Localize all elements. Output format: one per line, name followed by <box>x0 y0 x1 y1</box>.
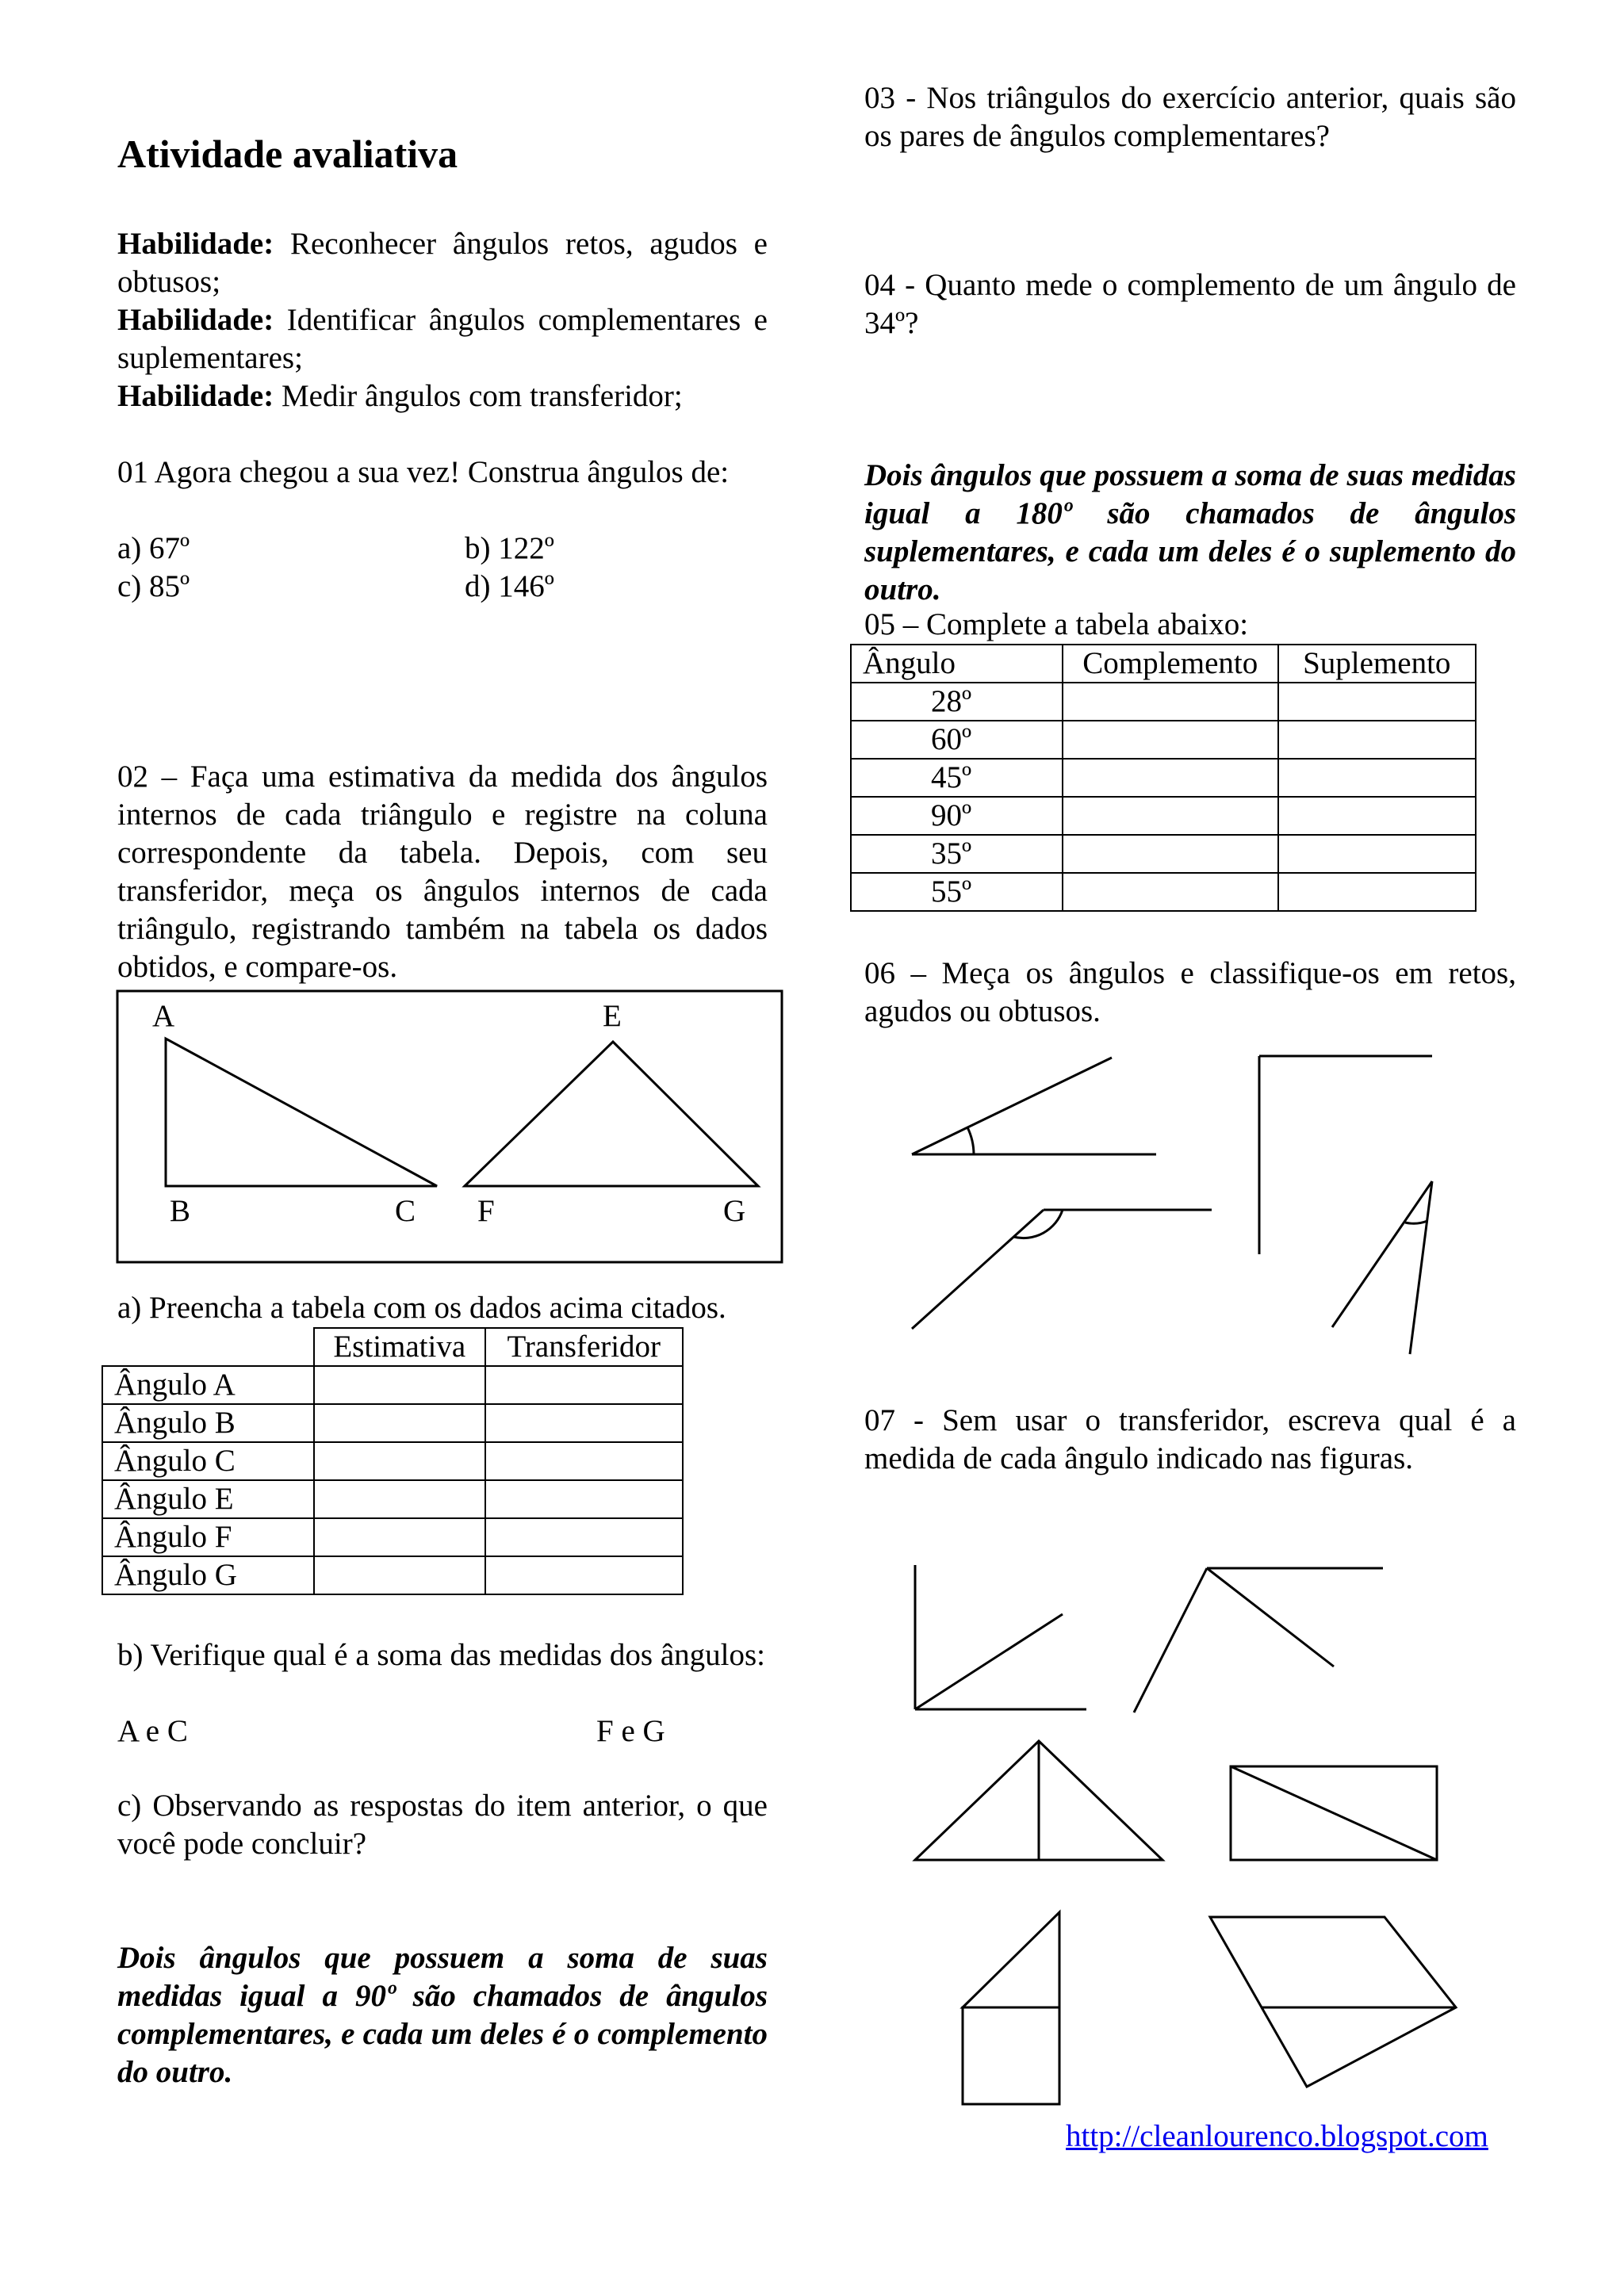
row-label: Ângulo C <box>102 1442 314 1480</box>
q04-prompt: 04 - Quanto mede o complemento de um ângulo de 34º? <box>864 268 1516 340</box>
supplement-cell[interactable] <box>1278 797 1476 835</box>
triangle-efg <box>465 1042 758 1186</box>
estimate-cell[interactable] <box>314 1404 485 1442</box>
angles-table-header <box>102 1328 683 1366</box>
row-label: Ângulo G <box>102 1556 314 1594</box>
q02-b-prompt: b) Verifique qual é a soma das medidas dos ângulos: <box>117 1638 766 1672</box>
skill-text-1: Reconhecer ângulos retos, agudos e obtusos; <box>117 227 768 299</box>
complement-cell[interactable] <box>1063 835 1278 873</box>
figure-triangle-with-altitude <box>915 1741 1162 1860</box>
triangles-figure <box>116 989 783 1264</box>
q01-item-b: b) 122º <box>465 531 554 565</box>
complement-table-header <box>851 645 1476 683</box>
table-row <box>102 1556 683 1594</box>
table-row <box>851 835 1476 873</box>
q01-item-a: a) 67º <box>117 531 190 565</box>
q02-c-prompt: c) Observando as respostas do item anterior, o que você pode concluir? <box>117 1789 768 1861</box>
skill-label-1: Habilidade: <box>117 227 274 261</box>
table-row <box>102 1480 683 1518</box>
header-cell-angulo: Ângulo <box>851 645 1063 683</box>
estimate-cell[interactable] <box>314 1366 485 1404</box>
estimate-cell[interactable] <box>314 1518 485 1556</box>
header-cell-estimativa: Estimativa <box>314 1328 485 1366</box>
supplement-cell[interactable] <box>1278 721 1476 759</box>
header-cell-transferidor: Transferidor <box>485 1328 683 1366</box>
estimate-cell[interactable] <box>314 1556 485 1594</box>
figure-parallelogram <box>1210 1917 1456 2087</box>
angle-value: 45º <box>851 759 1063 797</box>
label-g: G <box>723 1194 746 1228</box>
row-label: Ângulo B <box>102 1404 314 1442</box>
skill-text-2: Identificar ângulos complementares e suplementares; <box>117 303 768 375</box>
complement-table <box>850 644 1477 912</box>
measure-cell[interactable] <box>485 1556 683 1594</box>
q02-b-right: F e G <box>596 1714 665 1748</box>
measure-cell[interactable] <box>485 1480 683 1518</box>
q03-prompt: 03 - Nos triângulos do exercício anterior, quais são os pares de ângulos complementares? <box>864 81 1516 153</box>
figure-rectangle-with-diagonal <box>1231 1766 1437 1860</box>
table-row <box>102 1404 683 1442</box>
skill-label-3: Habilidade: <box>117 379 274 413</box>
q02-prompt: 02 – Faça uma estimativa da medida dos ângulos internos de cada triângulo e registre na coluna correspondente da tabela. Depois, com seu transferidor, meça os ângulos internos de cada triângulo, registrando também na tabela os dados obtidos, e compare-os. <box>117 760 768 984</box>
definition-supplementary: Dois ângulos que possuem a soma de suas medidas igual a 180º são chamados de ângulos suplementares, e cada um deles é o suplemento do outro. <box>864 458 1516 607</box>
skill-text-3: Medir ângulos com transferidor; <box>274 379 683 413</box>
angle-value: 60º <box>851 721 1063 759</box>
q07-figures <box>888 1554 1475 2125</box>
header-cell-complemento: Complemento <box>1063 645 1278 683</box>
figure-right-angle-divided <box>915 1565 1086 1709</box>
estimate-cell[interactable] <box>314 1480 485 1518</box>
label-e: E <box>603 999 622 1033</box>
supplement-cell[interactable] <box>1278 873 1476 911</box>
measure-cell[interactable] <box>485 1404 683 1442</box>
angles-table <box>102 1327 684 1595</box>
q06-prompt: 06 – Meça os ângulos e classifique-os em retos, agudos ou obtusos. <box>864 956 1516 1028</box>
figure-square-with-triangle <box>963 1912 1059 2104</box>
row-label: Ângulo E <box>102 1480 314 1518</box>
q01-prompt: 01 Agora chegou a sua vez! Construa ângulos de: <box>117 455 730 489</box>
angle-value: 35º <box>851 835 1063 873</box>
label-a: A <box>152 999 175 1033</box>
acute-angle-2 <box>1332 1181 1432 1354</box>
footer-link[interactable]: http://cleanlourenco.blogspot.com <box>1066 2119 1488 2153</box>
label-f: F <box>477 1194 495 1228</box>
header-cell-empty <box>102 1328 314 1366</box>
table-row <box>102 1442 683 1480</box>
q01-item-d: d) 146º <box>465 569 554 603</box>
table-row <box>851 721 1476 759</box>
table-row <box>851 797 1476 835</box>
complement-cell[interactable] <box>1063 759 1278 797</box>
complement-cell[interactable] <box>1063 683 1278 721</box>
q02-a-prompt: a) Preencha a tabela com os dados acima citados. <box>117 1291 726 1325</box>
supplement-cell[interactable] <box>1278 835 1476 873</box>
q05-prompt: 05 – Complete a tabela abaixo: <box>864 607 1249 641</box>
supplement-cell[interactable] <box>1278 759 1476 797</box>
angle-value: 90º <box>851 797 1063 835</box>
complement-cell[interactable] <box>1063 797 1278 835</box>
header-cell-suplemento: Suplemento <box>1278 645 1476 683</box>
estimate-cell[interactable] <box>314 1442 485 1480</box>
skill-label-2: Habilidade: <box>117 303 274 337</box>
label-c: C <box>395 1194 416 1228</box>
measure-cell[interactable] <box>485 1442 683 1480</box>
q01-item-c: c) 85º <box>117 569 190 603</box>
right-angle <box>1259 1056 1432 1254</box>
figure-frame <box>117 991 782 1262</box>
table-row <box>851 759 1476 797</box>
q07-prompt: 07 - Sem usar o transferidor, escreva qual é a medida de cada ângulo indicado nas figuras. <box>864 1403 1516 1475</box>
obtuse-angle <box>912 1210 1212 1329</box>
skills-block <box>117 225 768 415</box>
table-row <box>851 873 1476 911</box>
acute-angle-1 <box>912 1058 1156 1154</box>
angle-value: 55º <box>851 873 1063 911</box>
label-b: B <box>170 1194 191 1228</box>
q02-b-left: A e C <box>117 1714 188 1748</box>
definition-complementary: Dois ângulos que possuem a soma de suas medidas igual a 90º são chamados de ângulos complementares, e cada um deles é o complemento do outro. <box>117 1941 768 2089</box>
table-row <box>851 683 1476 721</box>
row-label: Ângulo A <box>102 1366 314 1404</box>
q06-angles-figure <box>888 1031 1459 1364</box>
figure-angle-with-ray <box>1134 1568 1383 1712</box>
angle-value: 28º <box>851 683 1063 721</box>
row-label: Ângulo F <box>102 1518 314 1556</box>
complement-cell[interactable] <box>1063 873 1278 911</box>
measure-cell[interactable] <box>485 1366 683 1404</box>
triangle-abc <box>166 1039 437 1186</box>
table-row <box>102 1518 683 1556</box>
supplement-cell[interactable] <box>1278 683 1476 721</box>
page-title: Atividade avaliativa <box>117 132 458 176</box>
complement-cell[interactable] <box>1063 721 1278 759</box>
measure-cell[interactable] <box>485 1518 683 1556</box>
table-row <box>102 1366 683 1404</box>
